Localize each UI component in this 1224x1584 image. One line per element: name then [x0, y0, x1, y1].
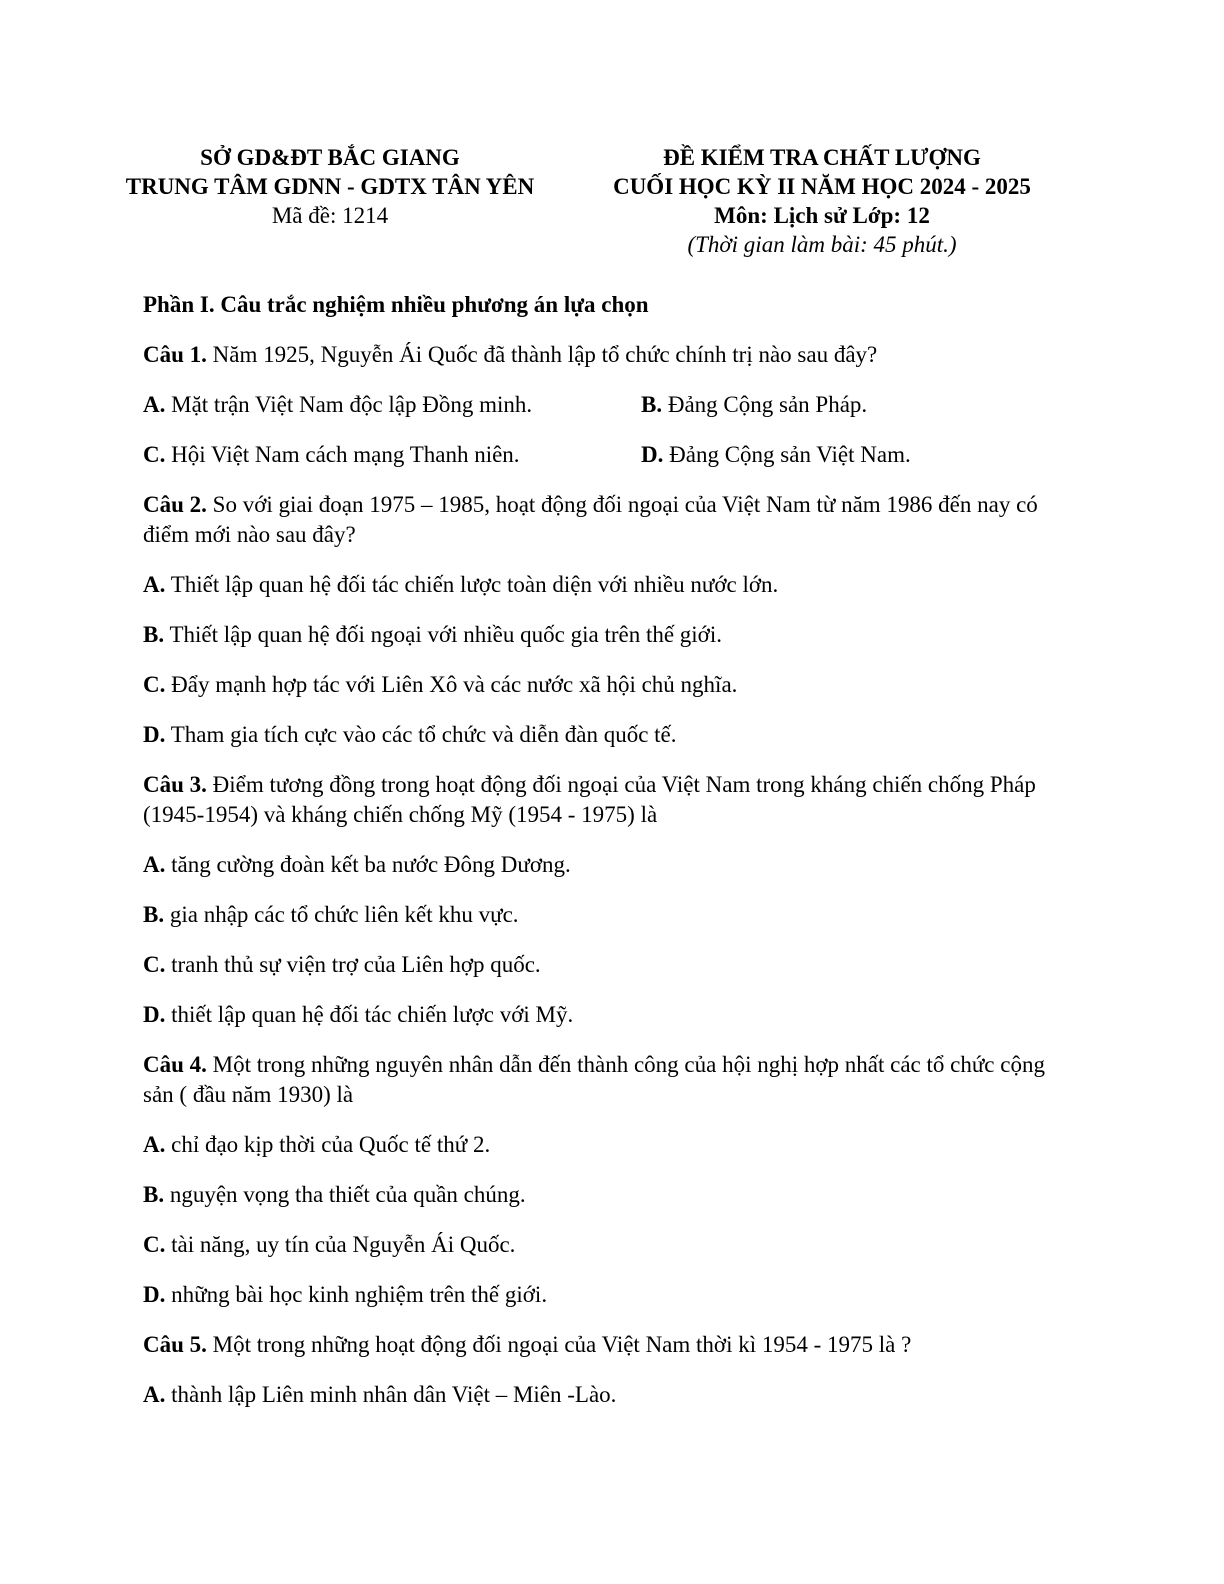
question-text: Năm 1925, Nguyễn Ái Quốc đã thành lập tổ chức chính trị nào sau đây?: [212, 342, 878, 367]
option-letter: D.: [143, 1002, 166, 1027]
option-letter: A.: [143, 1382, 166, 1407]
option-b: [143, 900, 1063, 930]
option-letter: C.: [143, 442, 166, 467]
option-c: [143, 950, 1063, 980]
option-text: Đảng Cộng sản Việt Nam.: [669, 442, 911, 467]
option-text: Mặt trận Việt Nam độc lập Đồng minh.: [171, 392, 533, 417]
option-a: [143, 850, 1063, 880]
question-2: [143, 490, 1063, 550]
option-a: [143, 390, 641, 420]
option-letter: D.: [641, 442, 664, 467]
header-left: [90, 143, 570, 230]
option-d: [143, 1000, 1063, 1030]
question-3: [143, 770, 1063, 830]
option-text: những bài học kinh nghiệm trên thế giới.: [171, 1282, 548, 1307]
option-a: [143, 1380, 1063, 1410]
option-text: tăng cường đoàn kết ba nước Đông Dương.: [171, 852, 571, 877]
option-text: tranh thủ sự viện trợ của Liên hợp quốc.: [171, 952, 541, 977]
option-letter: A.: [143, 1132, 166, 1157]
option-b: [641, 390, 1063, 420]
question-label: Câu 3.: [143, 772, 207, 797]
option-text: Hội Việt Nam cách mạng Thanh niên.: [171, 442, 520, 467]
exam-code-value: 1214: [342, 203, 389, 228]
department-name: SỞ GD&ĐT BẮC GIANG: [200, 145, 460, 170]
option-letter: B.: [143, 622, 165, 647]
option-row: [143, 440, 1063, 470]
option-d: [641, 440, 1063, 470]
option-letter: A.: [143, 392, 166, 417]
option-letter: C.: [143, 952, 166, 977]
option-a: [143, 1130, 1063, 1160]
option-c: [143, 440, 641, 470]
exam-code-label: Mã đề:: [271, 203, 337, 228]
option-text: thành lập Liên minh nhân dân Việt – Miên -Lào.: [171, 1382, 617, 1407]
option-letter: C.: [143, 672, 166, 697]
exam-code: [90, 201, 570, 230]
exam-content: [143, 290, 1063, 1430]
option-text: gia nhập các tổ chức liên kết khu vực.: [169, 902, 519, 927]
exam-subject: Môn: Lịch sử Lớp: 12: [714, 203, 930, 228]
option-letter: C.: [143, 1232, 166, 1257]
option-letter: D.: [143, 1282, 166, 1307]
question-label: Câu 4.: [143, 1052, 207, 1077]
question-label: Câu 2.: [143, 492, 207, 517]
option-b: [143, 1180, 1063, 1210]
question-text: Điểm tương đồng trong hoạt động đối ngoại của Việt Nam trong kháng chiến chống Pháp (1945-1954) và kháng chiến chống Mỹ (1954 - 1975) là: [143, 772, 1036, 827]
question-1: [143, 340, 1063, 370]
option-letter: B.: [143, 902, 165, 927]
option-b: [143, 620, 1063, 650]
option-letter: A.: [143, 852, 166, 877]
option-text: chỉ đạo kịp thời của Quốc tế thứ 2.: [171, 1132, 491, 1157]
option-text: Tham gia tích cực vào các tổ chức và diễn đàn quốc tế.: [170, 722, 677, 747]
option-letter: B.: [143, 1182, 165, 1207]
question-text: Một trong những nguyên nhân dẫn đến thành công của hội nghị hợp nhất các tổ chức cộng sản ( đầu năm 1930) là: [143, 1052, 1045, 1107]
option-d: [143, 720, 1063, 750]
option-c: [143, 670, 1063, 700]
exam-header: [0, 143, 1224, 273]
question-text: So với giai đoạn 1975 – 1985, hoạt động đối ngoại của Việt Nam từ năm 1986 đến nay có điểm mới nào sau đây?: [143, 492, 1038, 547]
center-name: TRUNG TÂM GDNN - GDTX TÂN YÊN: [125, 174, 535, 199]
question-label: Câu 1.: [143, 342, 207, 367]
question-text: Một trong những hoạt động đối ngoại của Việt Nam thời kì 1954 - 1975 là ?: [212, 1332, 912, 1357]
option-a: [143, 570, 1063, 600]
option-letter: D.: [143, 722, 166, 747]
question-4: [143, 1050, 1063, 1110]
option-text: nguyện vọng tha thiết của quần chúng.: [169, 1182, 526, 1207]
exam-duration: (Thời gian làm bài: 45 phút.): [687, 232, 957, 257]
question-label: Câu 5.: [143, 1332, 207, 1357]
option-text: Thiết lập quan hệ đối tác chiến lược toàn diện với nhiều nước lớn.: [170, 572, 779, 597]
option-d: [143, 1280, 1063, 1310]
option-text: tài năng, uy tín của Nguyễn Ái Quốc.: [171, 1232, 516, 1257]
option-text: thiết lập quan hệ đối tác chiến lược với Mỹ.: [171, 1002, 574, 1027]
option-c: [143, 1230, 1063, 1260]
option-text: Đảng Cộng sản Pháp.: [667, 392, 868, 417]
exam-title: ĐỀ KIỂM TRA CHẤT LƯỢNG: [663, 145, 981, 170]
question-5: [143, 1330, 1063, 1360]
option-letter: A.: [143, 572, 166, 597]
header-right: [572, 143, 1072, 259]
section-title: Phần I. Câu trắc nghiệm nhiều phương án lựa chọn: [143, 292, 649, 317]
option-letter: B.: [641, 392, 663, 417]
option-text: Thiết lập quan hệ đối ngoại với nhiều quốc gia trên thế giới.: [169, 622, 722, 647]
exam-term: CUỐI HỌC KỲ II NĂM HỌC 2024 - 2025: [613, 174, 1031, 199]
option-text: Đẩy mạnh hợp tác với Liên Xô và các nước xã hội chủ nghĩa.: [171, 672, 738, 697]
option-row: [143, 390, 1063, 420]
